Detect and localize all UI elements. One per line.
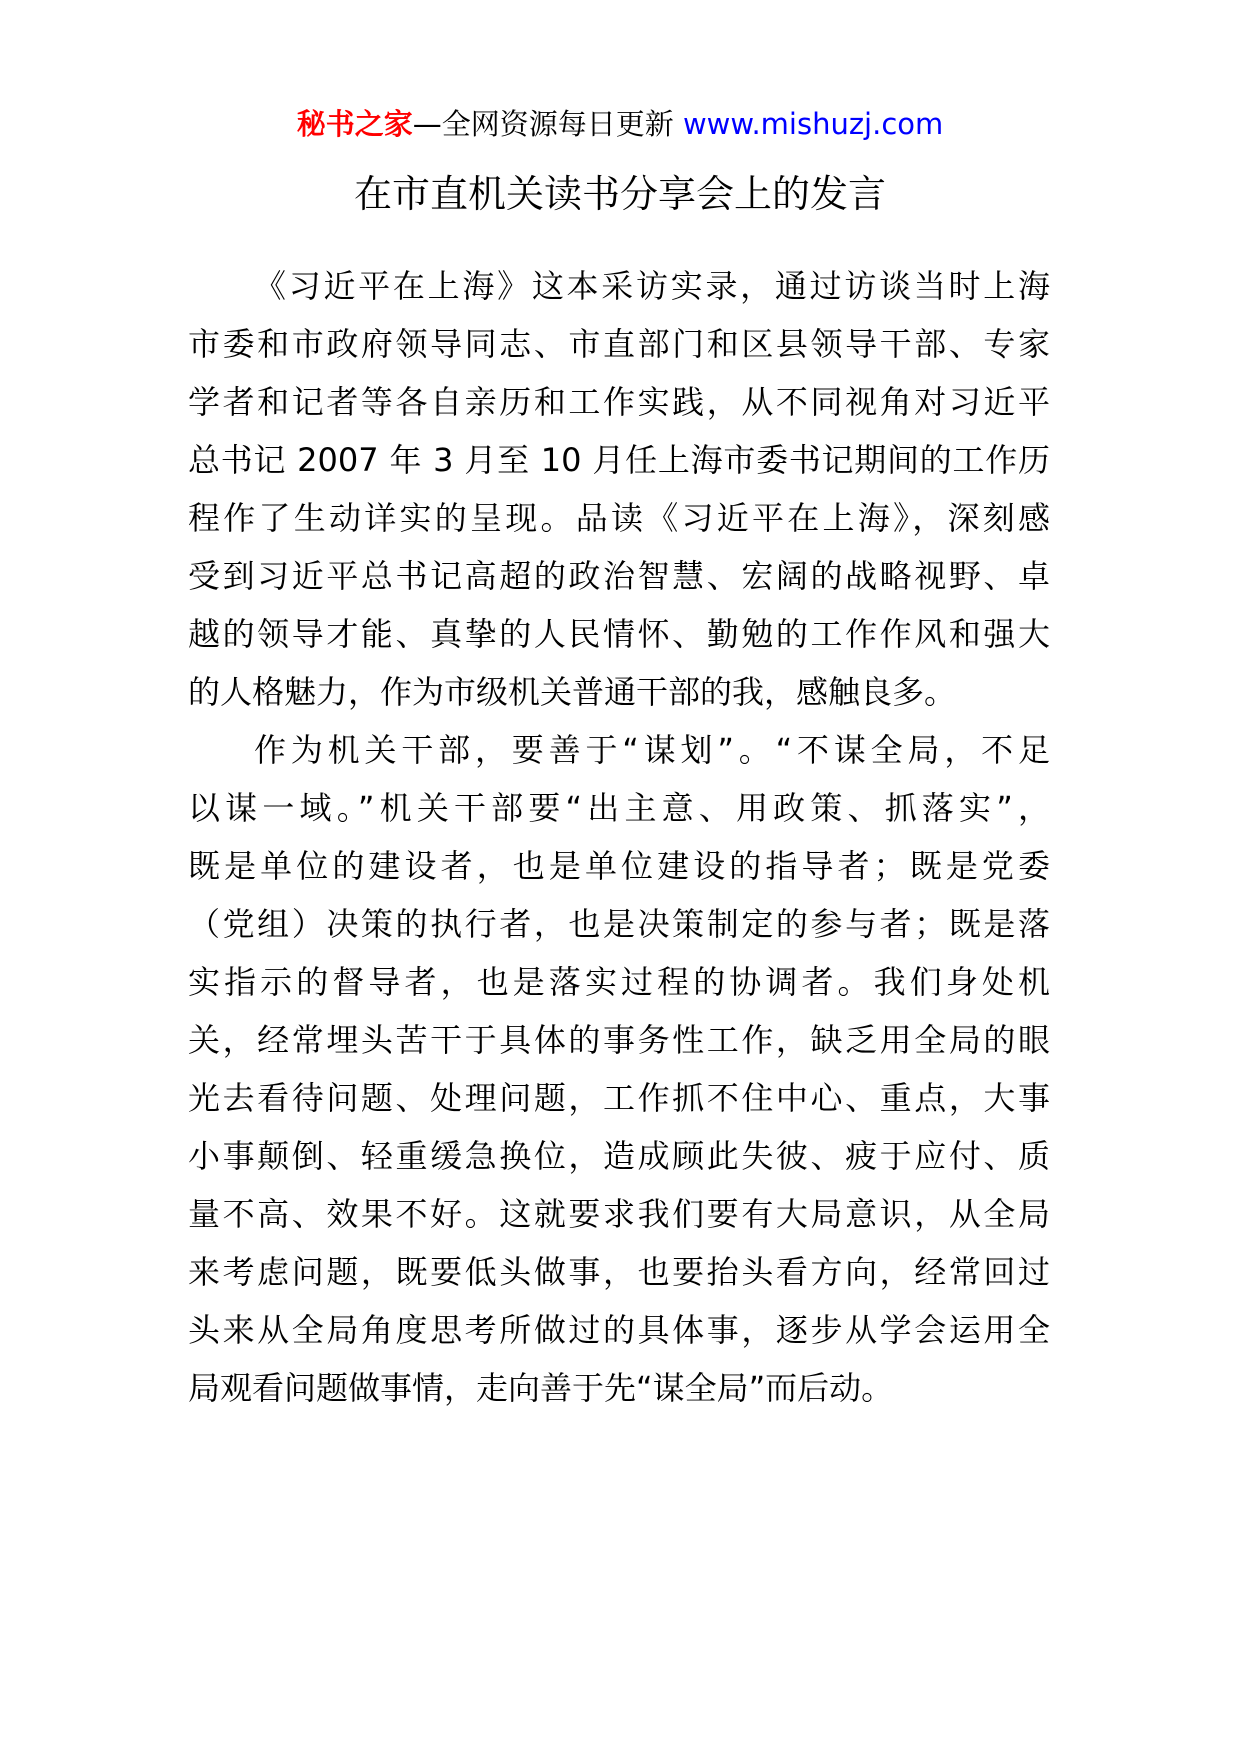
text-line: 学者和记者等各自亲历和工作实践，从不同视角对习近平 [188,383,1050,421]
text-line: 市委和市政府领导同志、市直部门和区县领导干部、专家 [188,325,1050,363]
site-url-link[interactable]: www.mishuzj.com [682,107,944,141]
text-line: 作为机关干部，要善于“谋划”。“不谋全局，不足 [254,731,1050,769]
text-line: 越的领导才能、真挚的人民情怀、勤勉的工作作风和强大 [188,615,1050,653]
text-line: 小事颠倒、轻重缓急换位，造成顾此失彼、疲于应付、质 [188,1137,1050,1175]
text-line: 的人格魅力，作为市级机关普通干部的我，感触良多。 [188,673,957,711]
text-line: 关，经常埋头苦干于具体的事务性工作，缺乏用全局的眼 [188,1021,1050,1059]
text-line: 既是单位的建设者，也是单位建设的指导者；既是党委 [188,847,1050,885]
text-line: 总书记 2007 年 3 月至 10 月任上海市委书记期间的工作历 [188,441,1050,479]
text-line: 来考虑问题，既要低头做事，也要抬头看方向，经常回过 [188,1253,1050,1291]
text-line: 量不高、效果不好。这就要求我们要有大局意识，从全局 [188,1195,1050,1233]
text-line: 以谋一域。”机关干部要“出主意、用政策、抓落实”， [188,789,1050,827]
site-brand: 秘书之家 [296,107,413,141]
text-line: 头来从全局角度思考所做过的具体事，逐步从学会运用全 [188,1311,1050,1349]
text-line: 光去看待问题、处理问题，工作抓不住中心、重点，大事 [188,1079,1050,1117]
site-header [0,104,1240,144]
site-tagline: —全网资源每日更新 [412,107,674,141]
document-title: 在市直机关读书分享会上的发言 [353,172,886,216]
text-line: （党组）决策的执行者，也是决策制定的参与者；既是落 [188,905,1050,943]
text-line: 局观看问题做事情，走向善于先“谋全局”而后动。 [188,1369,894,1407]
text-line: 受到习近平总书记高超的政治智慧、宏阔的战略视野、卓 [188,557,1050,595]
text-line: 实指示的督导者，也是落实过程的协调者。我们身处机 [188,963,1050,1001]
text-line: 程作了生动详实的呈现。品读《习近平在上海》，深刻感 [188,499,1050,537]
text-line: 《习近平在上海》这本采访实录，通过访谈当时上海 [254,267,1050,305]
